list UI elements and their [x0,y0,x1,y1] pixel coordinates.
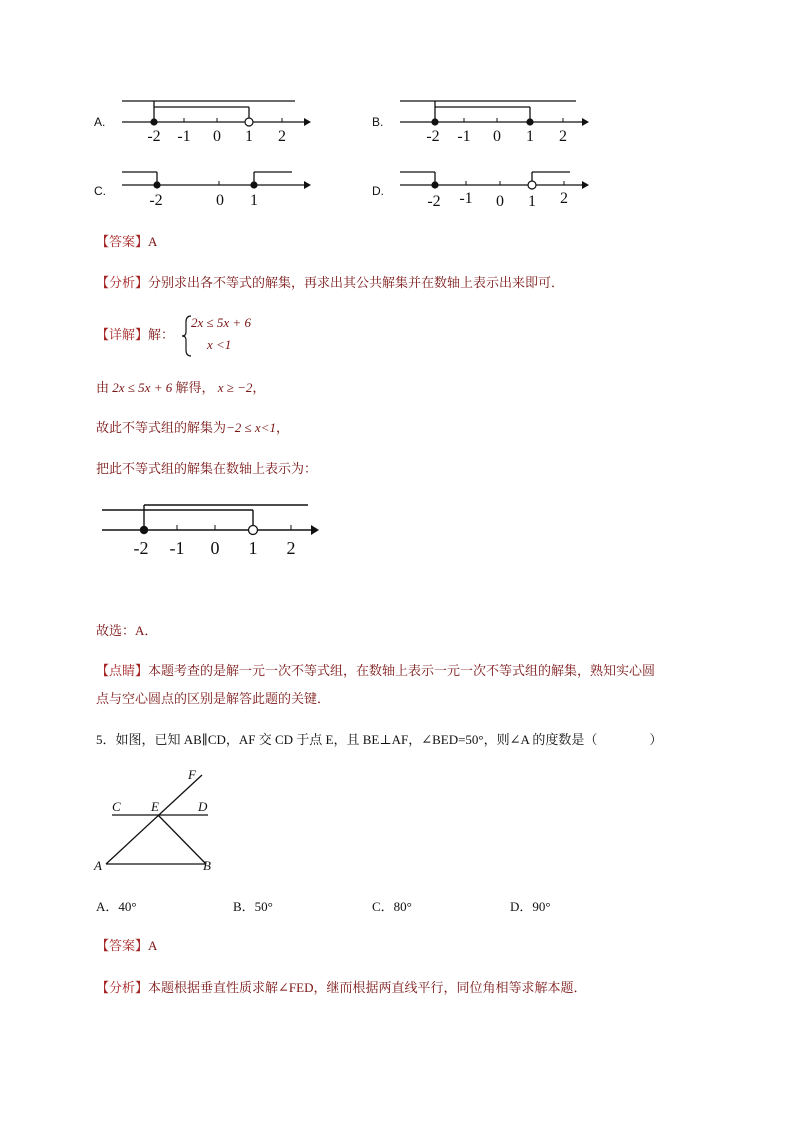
tick-label: 1 [528,193,536,210]
choice-line: 故选：A． [96,623,158,638]
question-5-option-d: D．90° [510,899,551,914]
question-5-figure [90,764,230,876]
number-line-intro: 把此不等式组的解集在数轴上表示为： [96,461,318,476]
tick-label: -1 [169,538,185,558]
analysis-line [96,273,564,293]
question-5-analysis-line [96,978,586,998]
tick-label: 2 [286,538,296,558]
analysis-tag: 【分析】 [96,275,149,290]
solve-result: x ≥ −2 [217,380,253,395]
detail-line [96,325,174,345]
solid-point [431,118,438,125]
option-c-label: C. [94,184,106,198]
question-5-option-c: C．80° [372,899,412,914]
answer-tag: 【答案】 [96,234,149,249]
solution-number-line [98,498,323,560]
tick-label: 2 [560,190,568,207]
label-f: F [188,767,196,782]
system-line-1: 2x ≤ 5x + 6 [191,315,251,330]
label-d: D [198,799,208,814]
comment-line-2: 点与空心圆点的区别是解答此题的关键． [96,691,331,706]
answer-value: A [148,938,158,953]
tick-label: 1 [245,128,253,145]
solve-middle: 解得， [175,380,215,395]
tick-label: 0 [210,538,220,558]
comment-tag: 【点睛】 [96,663,149,678]
solution-expr: −2 ≤ x<1 [226,420,276,435]
answer-value: A [148,234,158,249]
label-b: B [203,858,211,873]
tick-label: -2 [427,193,441,210]
option-d-label: D. [372,184,384,198]
tick-label: 1 [248,538,258,558]
option-b-label: B. [372,115,384,129]
solution-prefix: 故此不等式组的解集为 [96,420,227,435]
analysis-tag: 【分析】 [96,980,149,995]
option-a-label: A. [94,115,106,129]
solid-point [150,118,157,125]
solution-suffix: ， [275,420,289,435]
tick-label: 0 [496,193,504,210]
tick-label: 0 [216,192,224,209]
hollow-point [249,526,258,535]
solution-line [96,418,289,438]
solid-point [140,526,148,534]
tick-label: -2 [133,538,149,558]
tick-label: 2 [559,128,567,145]
comment-text-1: 本题考查的是解一元一次不等式组，在数轴上表示一元一次不等式组的解集，熟知实心圆 [148,663,656,678]
tick-label: -1 [177,128,191,145]
option-c-number-line [118,166,313,216]
solve-suffix: ， [252,380,266,395]
question-5-option-b: B．50° [233,899,273,914]
tick-label: 2 [278,128,286,145]
option-a-number-line [118,96,313,146]
detail-lead: 解： [148,327,175,342]
answer-tag: 【答案】 [96,938,149,953]
solid-point [526,118,533,125]
solve-line [96,378,265,398]
option-b-number-line [396,96,591,146]
label-c: C [112,799,121,814]
comment-line-1 [96,661,655,681]
question-5-stem: 5．如图，已知 AB∥CD，AF 交 CD 于点 E，且 BE⊥AF，∠BED=50°，则∠A 的度数是（ ） [96,732,663,747]
solid-point [250,181,257,188]
system-line-2: x <1 [207,337,232,352]
tick-label: -1 [459,190,473,207]
tick-label: 0 [213,128,221,145]
tick-label: -2 [147,128,161,145]
tick-label: 1 [250,192,258,209]
solve-prefix: 由 [96,380,110,395]
tick-label: -1 [457,128,471,145]
question-5-option-a: A．40° [96,899,137,914]
label-a: A [94,858,102,873]
tick-label: 0 [493,128,501,145]
tick-label: 1 [526,128,534,145]
question-5-answer-line [96,936,157,956]
tick-label: -2 [149,192,163,209]
label-e: E [151,799,159,814]
detail-tag: 【详解】 [96,327,149,342]
analysis-text: 本题根据垂直性质求解∠FED，继而根据两直线平行，同位角相等求解本题． [148,980,587,995]
option-d-number-line [396,166,591,216]
tick-label: -2 [426,128,440,145]
answer-line [96,232,157,252]
solve-expr: 2x ≤ 5x + 6 [112,380,173,395]
analysis-text: 分别求出各不等式的解集，再求出其公共解集并在数轴上表示出来即可． [148,275,565,290]
hollow-point [245,118,253,126]
solid-point [431,181,438,188]
solid-point [153,181,160,188]
hollow-point [528,181,536,189]
